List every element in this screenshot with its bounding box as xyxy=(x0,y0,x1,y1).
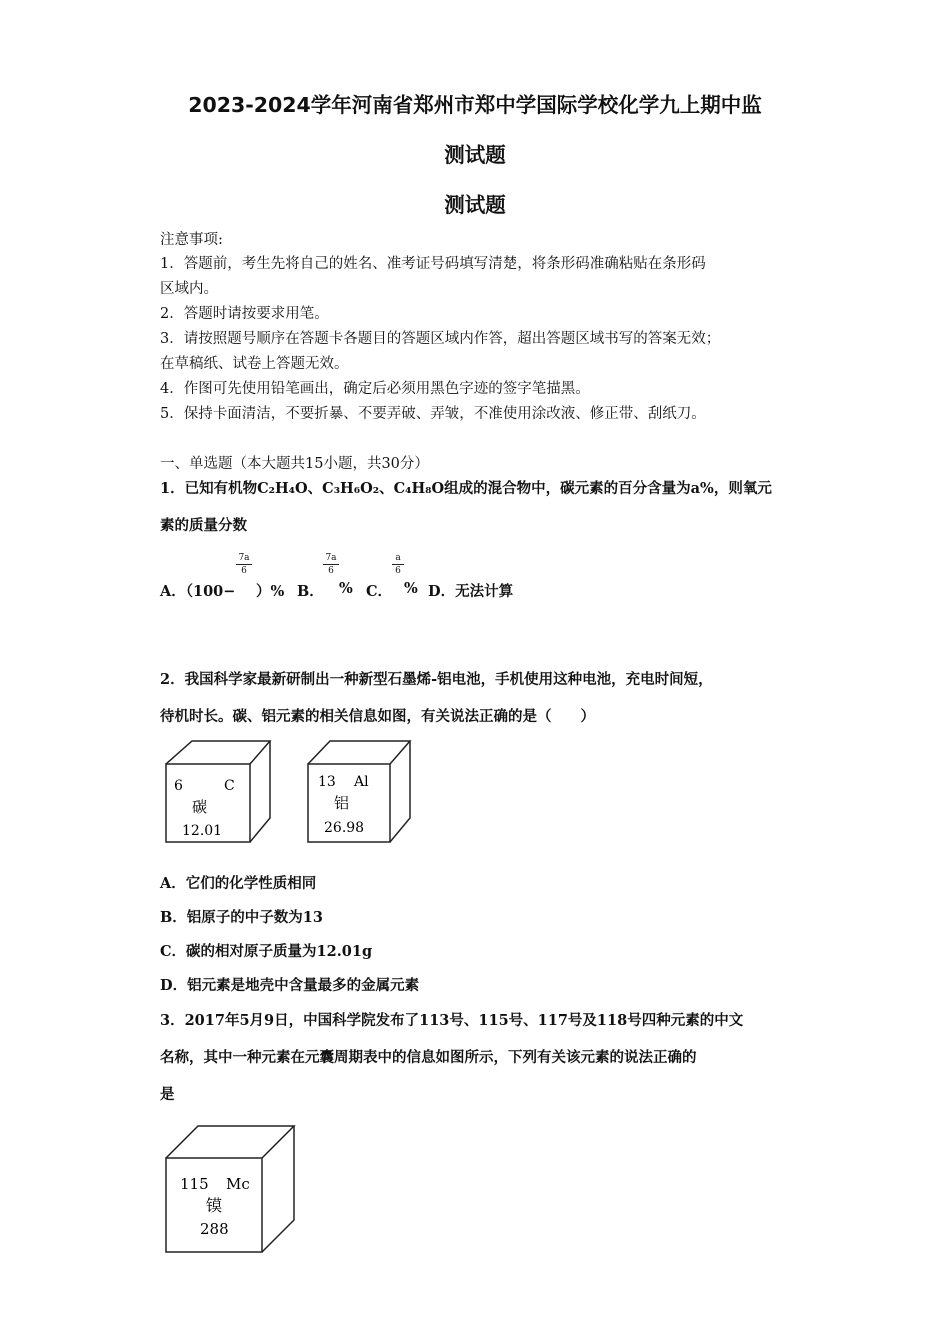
aluminum-mass: 26.98 xyxy=(324,820,365,836)
notice-heading: 注意事项: xyxy=(160,232,223,248)
q2-option-d: D．铝元素是地壳中含量最多的金属元素 xyxy=(160,977,420,994)
fraction-a: 7a 6 xyxy=(236,553,252,576)
aluminum-name: 铝 xyxy=(334,794,350,812)
fraction-b: 7a 6 xyxy=(323,553,339,576)
notice-item: 2．答题时请按要求用笔。 xyxy=(160,306,329,322)
question-3-text-cont: 名称，其中一种元素在元囊周期表中的信息如图所示，下列有关该元素的说法正确的 xyxy=(160,1049,697,1066)
aluminum-element-cube xyxy=(302,738,418,848)
aluminum-number: 13 xyxy=(318,774,336,790)
option-a-suffix: ）% xyxy=(256,583,285,600)
moscovium-mass: 288 xyxy=(200,1220,229,1238)
question-1-text: 1．已知有机物C₂H₄O、C₃H₆O₂、C₄H₈O组成的混合物中，碳元素的百分含量为a%，则氧元 xyxy=(160,480,772,497)
question-2-text: 2．我国科学家最新研制出一种新型石墨烯-铝电池，手机使用这种电池，充电时间短， xyxy=(160,671,713,688)
carbon-mass: 12.01 xyxy=(182,823,223,839)
page-title-line2: 测试题 xyxy=(444,143,506,167)
moscovium-number: 115 xyxy=(180,1175,209,1193)
moscovium-element-cube xyxy=(160,1122,300,1258)
question-3-text-cont2: 是 xyxy=(160,1086,175,1103)
option-b-suffix: % xyxy=(339,580,353,597)
option-b-label: B． xyxy=(297,583,324,600)
moscovium-name: 镆 xyxy=(206,1196,223,1215)
notice-item: 在草稿纸、试卷上答题无效。 xyxy=(160,356,349,372)
notice-item: 5．保持卡面清洁，不要折暴、不要弄破、弄皱，不准使用涂改液、修正带、刮纸刀。 xyxy=(160,406,706,422)
option-a-prefix: A．（100− xyxy=(160,583,236,600)
notice-item: 4．作图可先使用铅笔画出，确定后必须用黑色字迹的签字笔描黑。 xyxy=(160,381,590,397)
carbon-symbol: C xyxy=(224,778,235,794)
page-subtitle: 测试题 xyxy=(444,193,506,217)
fraction-c: a 6 xyxy=(392,553,404,576)
option-d: D．无法计算 xyxy=(428,583,514,600)
carbon-element-cube xyxy=(160,738,276,848)
q2-option-b: B．铝原子的中子数为13 xyxy=(160,909,323,926)
page-title: 2023-2024学年河南省郑州市郑中学国际学校化学九上期中监 xyxy=(188,93,762,117)
carbon-number: 6 xyxy=(174,778,183,794)
option-c-suffix: % xyxy=(404,580,418,597)
q2-option-a: A．它们的化学性质相同 xyxy=(160,875,317,892)
aluminum-symbol: Al xyxy=(354,774,369,790)
notice-item: 区域内。 xyxy=(160,281,218,297)
moscovium-symbol: Mc xyxy=(226,1175,250,1193)
carbon-name: 碳 xyxy=(192,798,208,816)
section-heading: 一、单选题（本大题共15小题，共30分） xyxy=(160,456,429,472)
notice-item: 3．请按照题号顺序在答题卡各题目的答题区域内作答，超出答题区域书写的答案无效； xyxy=(160,331,721,347)
question-2-text-cont: 待机时长。碳、铝元素的相关信息如图，有关说法正确的是（ ） xyxy=(160,708,595,725)
notice-item: 1．答题前，考生先将自己的姓名、准考证号码填写清楚，将条形码准确粘贴在条形码 xyxy=(160,256,706,272)
q2-option-c: C．碳的相对原子质量为12.01g xyxy=(160,943,373,960)
option-c-label: C． xyxy=(366,583,393,600)
question-1-text-cont: 素的质量分数 xyxy=(160,517,247,534)
question-3-text: 3．2017年5月9日，中国科学院发布了113号、115号、117号及118号四种元素的中文 xyxy=(160,1012,744,1029)
